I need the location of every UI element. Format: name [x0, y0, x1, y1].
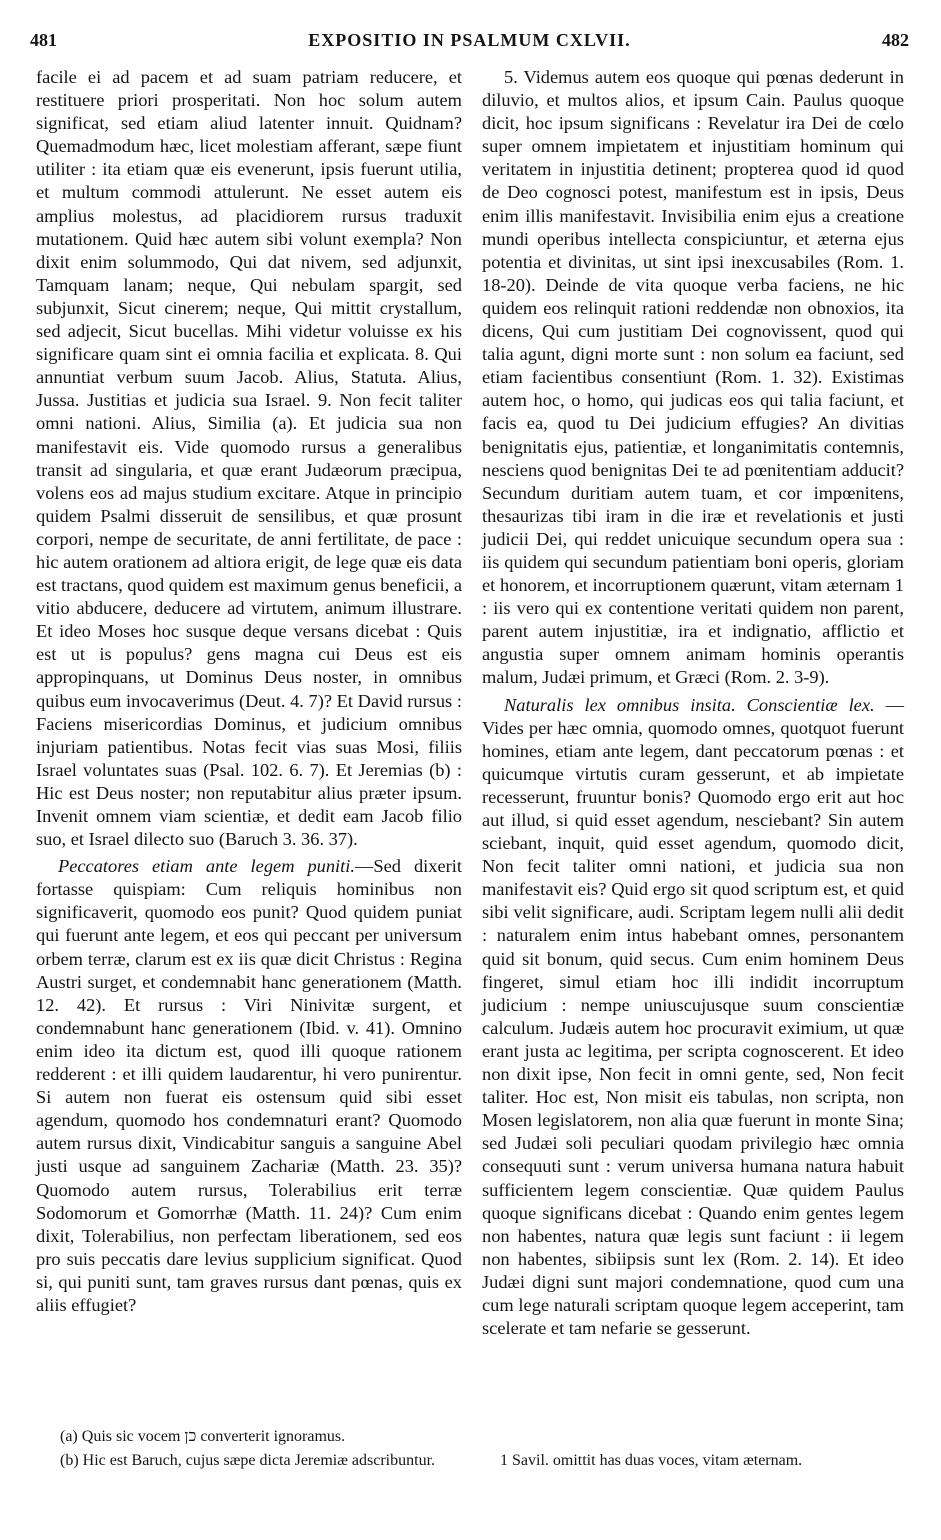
page-title: EXPOSITIO IN PSALMUM CXLVII. [308, 30, 631, 50]
right-paragraph-2 [482, 694, 904, 1341]
footnote-1: 1 Savil. omittit has duas voces, vitam æternam. [500, 1452, 803, 1469]
page-number-right: 482 [882, 30, 909, 50]
page-number-left: 481 [30, 30, 57, 50]
left-paragraph-1: facile ei ad pacem et ad suam patriam reducere, et restituere priori prosperitati. Non hoc solum autem significat, sed etiam aliud latenter innuit. Quidnam? Quemadmodum hæc, licet molestiam afferant, sæpe fiunt utiliter : ita etiam quæ eis evenerunt, ipsis fuerunt utilia, et multum commodi attulerunt. Ne esset autem eis amplius molestus, ad placidiorem rursus traduxit mutationem. Quid hæc autem sibi volunt exempla? Non dixit enim solummodo, Qui dat nivem, sed adjunxit, Tamquam lanam; neque, Qui nebulam spargit, sed subjunxit, Sicut cinerem; neque, Qui mittit crystallum, sed adjecit, Sicut bucellas. Mihi videtur voluisse ex his significare quam sint ei omnia facilia et explicata. 8. Qui annuntiat verbum suum Jacob. Alius, Statuta. Alius, Jussa. Justitias et judicia sua Israel. 9. Non fecit taliter omni nationi. Alius, Similia (a). Et judicia sua non manifestavit eis. Vide quomodo rursus a generalibus transit ad singularia, et quæ erant Judæorum præcipua, volens eos ad majus studium excitare. Atque in principio quidem Psalmi disseruit de sensilibus, et quæ prosunt corpori, nempe de securitate, de anni fertilitate, de pace : hic autem orationem ad altiora erigit, de lege quæ eis data est tractans, quod quidem est maximum genus beneficii, a vitio abducere, deducere ad virtutem, animum illustrare. Et ideo Moses hoc susque deque versans dicebat : Quis est ut is populus? gens magna cui Deus est eis appropinquans, ut Dominus Deus noster, in omnibus quibus eum invocaverimus (Deut. 4. 7)? Et David rursus : Faciens misericordias Dominus, et judicium omnibus injuriam patientibus. Notas fecit vias suas Mosi, filiis Israel voluntates suas (Psal. 102. 6. 7). Et Jeremias (b) : Hic est Deus noster; non reputabitur alius præter ipsum. Invenit omnem viam scientiæ, et dedit eam Jacob filio suo, et Israel dilecto suo (Baruch 3. 36. 37). [36, 67, 462, 850]
right-paragraph-2-text: — Vides per hæc omnia, quomodo omnes, quotquot fuerunt homines, etiam ante legem, dant peccatorum pœnas : et quicumque virtutis curam gesserunt, et ab impietate recesserunt, fruuntur bonis? Quomodo ergo erit aut hoc aut illud, si quid esset agendum, nesciebant? Sin autem sciebant, inquit, quid esset agendum, quomodo dicit, Non fecit taliter omni nationi, et judicia sua non manifestavit eis? Quid ergo sit quod scriptum est, et quid sibi velit significare, audi. Scriptam legem nulli alii dedit : naturalem enim intus habebant omnes, personantem quid sit bonum, quid secus. Cum enim hominem Deus fingeret, simul etiam hoc illi indidit incorruptum judicium : nempe uniuscujusque suum conscientiæ calculum. Judæis autem hoc procuravit eximium, ut quæ erant justa ac legitima, per scripta cognoscerent. Et ideo non dixit ipse, Non fecit in omni gente, sed, Non fecit taliter. Hoc est, Non misit eis tabulas, non scripta, non Mosen legislatorem, non alia quæ fuerunt in monte Sina; sed Judæi soli peculiari quodam privilegio hæc omnia consequuti sunt : verum universa humana natura habuit sufficientem legem conscientiæ. Quæ quidem Paulus quoque significans dicebat : Quando enim gentes legem non habentes, natura quæ legis sunt faciunt : ii legem non habentes, sibiipsis sunt lex (Rom. 2. 14). Et ideo Judæi digni sunt majori condemnatione, quod cum una cum lege naturali scriptam quoque legem acceperint, tam scelerate et tam nefarie se gesserunt. [482, 694, 904, 1339]
footnote-a: (a) Quis sic vocem כן converterit ignoramus. [60, 1428, 346, 1445]
right-column [482, 66, 904, 1340]
right-rubric: Naturalis lex omnibus insita. Conscientiæ lex. [504, 694, 875, 715]
footnotes-left [60, 1425, 470, 1473]
left-paragraph-2-text: —Sed dixerit fortasse quispiam: Cum reliquis hominibus non significaverit, quomodo eos punit? Quod quidem puniat qui fuerunt ante legem, et eos qui peccant per universum orbem terræ, clarum est ex iis quæ dicit Christus : Regina Austri surget, et condemnabit hanc generationem (Matth. 12. 42). Et rursus : Viri Ninivitæ surgent, et condemnabunt hanc generationem (Ibid. v. 41). Omnino enim ideo ita dictum est, quod illi quoque rationem redderent : et illi quidem laudarentur, hi vero punirentur. Si autem non fuerat eis ostensum quid sibi esset agendum, quomodo hos condemnaturi erant? Quomodo autem rursus dixit, Vindicabitur sanguis a sanguine Abel justi usque ad sanguinem Zachariæ (Matth. 23. 35)? Quomodo autem rursus, Tolerabilius erit terræ Sodomorum et Gomorrhæ (Matth. 11. 24)? Cum enim dixit, Tolerabilius, non perfectam liberationem, sed eos pro suis peccatis dare levius supplicium significat. Quod si, qui puniti sunt, tam graves rursus dant pœnas, quis ex aliis effugiet? [36, 856, 462, 1315]
right-paragraph-1: 5. Videmus autem eos quoque qui pœnas dederunt in diluvio, et multos alios, et ipsum Cain. Paulus quoque dicit, hoc ipsum significans : Revelatur ira Dei de cœlo super omnem impietatem et injustitiam hominum qui veritatem in injustitia detinent; propterea quod id quod de Deo cognosci potest, manifestum est in ipsis, Deus enim illis manifestavit. Invisibilia enim ejus a creatione mundi operibus intellecta conspiciuntur, et æterna ejus potentia et divinitas, ut sint ipsi inexcusabiles (Rom. 1. 18-20). Deinde de vita quoque verba faciens, ne hic quidem eos relinquit rationi reddendæ non obnoxios, ita dicens, Qui cum justitiam Dei cognovissent, quod qui talia agunt, digni morte sunt : non solum ea faciunt, sed etiam facientibus consentiunt (Rom. 1. 32). Existimas autem hoc, o homo, qui judicas eos qui talia faciunt, et facis ea, quod tu Dei judicium effugies? An divitias benignitatis ejus, patientiæ, et longanimitatis contemnis, nesciens quod benignitas Dei te ad pœnitentiam adducit? Secundum duritiam autem tuam, et cor impœnitens, thesaurizas tibi iram in die iræ et revelationis et justi judicii Dei, qui reddet unicuique secundum opera sua : iis quidem qui secundum patientiam boni operis, gloriam et honorem, et incorruptionem quærunt, vitam æternam 1 : iis vero qui ex contentione veritati quidem non parent, parent autem injustitiæ, ira et indignatio, afflictio et angustia super omnem animam hominis operantis malum, Judæi primum, et Græci (Rom. 2. 3-9). [482, 67, 904, 688]
footnote-b: (b) Hic est Baruch, cujus sæpe dicta Jeremiæ adscribuntur. [60, 1452, 436, 1469]
left-rubric: Peccatores etiam ante legem puniti. [58, 856, 355, 877]
footnotes-right [500, 1449, 900, 1473]
left-paragraph-2 [36, 855, 462, 1317]
left-column [36, 66, 462, 1317]
running-header [30, 30, 909, 62]
